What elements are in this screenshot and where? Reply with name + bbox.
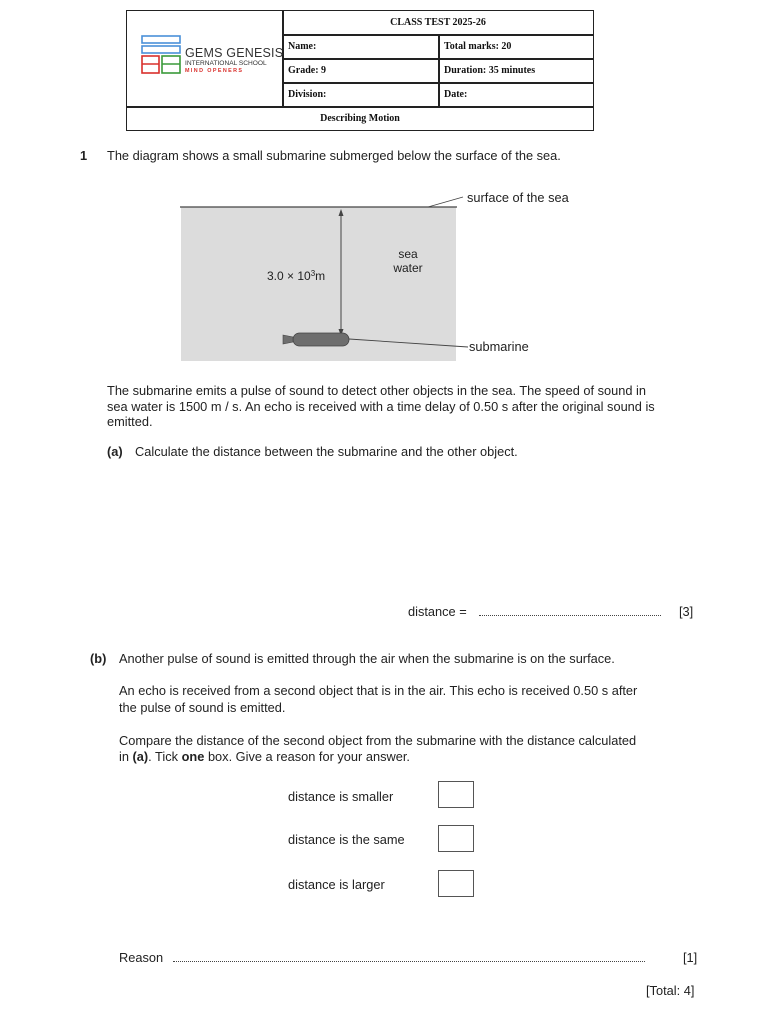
school-tagline: MIND OPENERS <box>185 68 244 74</box>
option-label: distance is the same <box>288 832 405 847</box>
option-checkbox-smaller[interactable] <box>438 781 474 808</box>
depth-exponent: 3 <box>310 269 316 278</box>
school-name: GEMS GENESIS <box>185 46 284 60</box>
part-b-text: Another pulse of sound is emitted through the air when the submarine is on the surface. <box>119 651 615 666</box>
question-number: 1 <box>80 148 88 163</box>
option-label: distance is larger <box>288 877 385 892</box>
reason-answer-line[interactable] <box>173 961 645 962</box>
total-marks: Total marks: 20 <box>444 41 512 52</box>
instruction-rest: box. Give a reason for your answer. <box>207 749 410 764</box>
topic-title: Describing Motion <box>320 113 400 124</box>
school-subtitle: INTERNATIONAL SCHOOL <box>185 60 267 67</box>
surface-label: surface of the sea <box>467 190 569 205</box>
sea-label: sea <box>398 247 418 261</box>
paragraph-line <box>119 749 410 765</box>
question-total: [Total: 4] <box>646 983 695 998</box>
distance-answer-line[interactable] <box>479 615 661 616</box>
word-tick: . Tick <box>148 749 179 764</box>
paragraph-line: sea water is 1500 m / s. An echo is received with a time delay of 0.50 s after the original sound is <box>107 399 655 414</box>
depth-label <box>267 265 325 284</box>
part-b-label: (b) <box>90 651 107 666</box>
grade-label: Grade: 9 <box>288 65 327 76</box>
submarine-label: submarine <box>469 339 529 354</box>
question-intro: The diagram shows a small submarine submerged below the surface of the sea. <box>107 148 561 163</box>
surface-leader-line <box>428 197 463 207</box>
date-label: Date: <box>444 89 468 100</box>
reason-label: Reason <box>119 950 164 965</box>
water-label: water <box>393 261 423 275</box>
word-in: in <box>119 749 129 764</box>
part-a-marks: [3] <box>679 604 694 619</box>
option-label: distance is smaller <box>288 789 394 804</box>
word-one: one <box>181 749 205 764</box>
division-label: Division: <box>288 89 327 100</box>
option-checkbox-larger[interactable] <box>438 870 474 897</box>
distance-answer-label: distance = <box>408 604 467 619</box>
paragraph-line: The submarine emits a pulse of sound to detect other objects in the sea. The speed of sound in <box>107 383 646 398</box>
test-title: CLASS TEST 2025-26 <box>390 17 486 28</box>
depth-unit: m <box>315 269 326 283</box>
paragraph-line: An echo is received from a second object that is in the air. This echo is received 0.50 s after <box>119 683 638 698</box>
submarine-diagram <box>0 0 768 400</box>
ref-part-a: (a) <box>132 749 149 764</box>
paragraph-line: the pulse of sound is emitted. <box>119 700 286 715</box>
part-b-marks: [1] <box>683 950 698 965</box>
depth-mantissa: 3.0 × 10 <box>267 269 311 283</box>
part-a-label: (a) <box>107 444 123 459</box>
duration-label: Duration: 35 minutes <box>444 65 536 76</box>
name-label: Name: <box>288 41 317 52</box>
part-a-text: Calculate the distance between the submarine and the other object. <box>135 444 518 459</box>
paragraph-line: emitted. <box>107 414 153 429</box>
paragraph-line: Compare the distance of the second object from the submarine with the distance calculated <box>119 733 637 748</box>
option-checkbox-same[interactable] <box>438 825 474 852</box>
